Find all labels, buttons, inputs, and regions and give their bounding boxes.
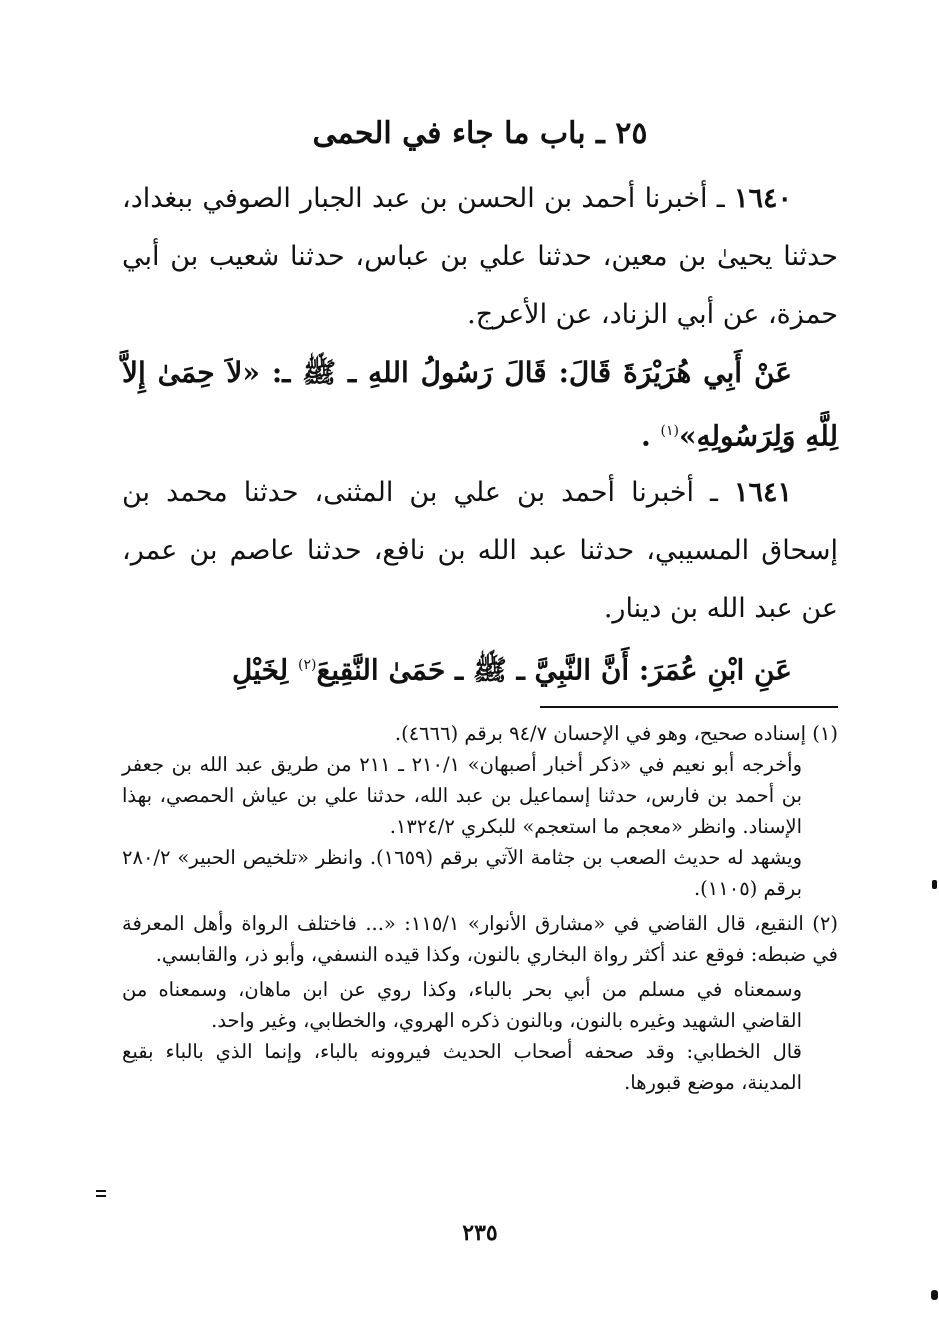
hadith-1641-isnad-paragraph: [122, 464, 838, 638]
hadith-1641-matn: [122, 636, 838, 699]
footnote-2-line-1: (٢) النقيع، قال القاضي في «مشارق الأنوار» ١١٥/١: «... فاختلف الرواة وأهل المعرفة في ضبطه: فوقع عند أكثر رواة البخاري بالنون، وكذا قيده النسفي، وأبو ذر، والقابسي.: [122, 912, 839, 966]
hadith-1640-matn: [122, 344, 838, 465]
hadith-1640-isnad-paragraph: [122, 170, 838, 344]
hadith-1640-isnad-text: ـ أخبرنا أحمد بن الحسن بن عبد الجبار الصوفي ببغداد، حدثنا يحيىٰ بن معين، حدثنا علي بن عباس، حدثنا شعيب بن أبي حمزة، عن أبي الزناد، عن الأعرج.: [122, 183, 838, 330]
hadith-1641-isnad: [122, 464, 838, 638]
footnote-marker-2: (٢): [297, 657, 317, 673]
hadith-1640-matn-paragraph: [122, 344, 838, 465]
footnote-separator: [540, 706, 838, 708]
hadith-1641-matn-paragraph: [122, 636, 838, 699]
footnotes: [122, 718, 838, 1098]
footnote-1-line-1: (١) إسناده صحيح، وهو في الإحسان ٩٤/٧ برقم (٤٦٦٦).: [394, 722, 838, 745]
footnote-2-line-2: وسمعناه في مسلم من أبي بحر بالباء، وكذا روي عن ابن ماهان، وسمعناه من القاضي الشهيد وغيره بالنون، وبالنون ذكره الهروي، والخطابي، وغير واحد.: [122, 978, 802, 1032]
hadith-1640-isnad: [122, 170, 838, 344]
footnote-2-line-3: قال الخطابي: وقد صحفه أصحاب الحديث فيروونه بالباء، وإنما الذي بالباء بقيع المدينة، موضع قبورها.: [122, 1040, 802, 1094]
scan-mark: [96, 1195, 106, 1197]
hadith-1641-matn-text: عَنِ ابْنِ عُمَرَ: أَنَّ النَّبِيَّ ـ ﷺ ـ حَمَىٰ النَّقِيعَ: [316, 653, 792, 687]
scan-mark: [96, 1190, 106, 1192]
scan-mark: [932, 880, 937, 889]
hadith-1640-matn-end: .: [641, 419, 661, 453]
hadith-1640-matn-text: عَنْ أَبِي هُرَيْرَةَ قَالَ: قَالَ رَسُولُ اللهِ ـ ﷺ ـ: «لاَ حِمَىٰ إِلاَّ لِلَّهِ وَلِرَسُولِهِ»: [122, 356, 838, 453]
hadith-1641-number: ١٦٤١: [733, 477, 792, 508]
chapter-title: ٢٥ ـ باب ما جاء في الحمى: [312, 116, 648, 151]
hadith-1641-isnad-text: ـ أخبرنا أحمد بن علي بن المثنى، حدثنا محمد بن إسحاق المسيبي، حدثنا عبد الله بن نافع، حدثنا عاصم بن عمر، عن عبد الله بن دينار.: [122, 477, 838, 624]
hadith-1640-number: ١٦٤٠: [733, 183, 792, 214]
hadith-1641-matn-end: لِخَيْلِ: [231, 653, 298, 687]
footnote-1-line-2: وأخرجه أبو نعيم في «ذكر أخبار أصبهان» ٢١٠/١ ـ ٢١١ من طريق عبد الله بن جعفر بن أحمد بن فارس، حدثنا إسماعيل بن عبد الله، حدثنا علي بن عياش الحمصي، بهذا الإسناد. وانظر «معجم ما استعجم» للبكري ١٣٢٤/٢.: [122, 753, 802, 838]
scan-mark: [931, 1290, 938, 1300]
footnote-marker-1: (١): [660, 423, 679, 439]
footnote-1-line-3: ويشهد له حديث الصعب بن جثامة الآتي برقم (١٦٥٩). وانظر «تلخيص الحبير» ٢٨٠/٢ برقم (١١٠٥).: [122, 846, 802, 900]
page-number: ٢٣٥: [462, 1220, 498, 1246]
